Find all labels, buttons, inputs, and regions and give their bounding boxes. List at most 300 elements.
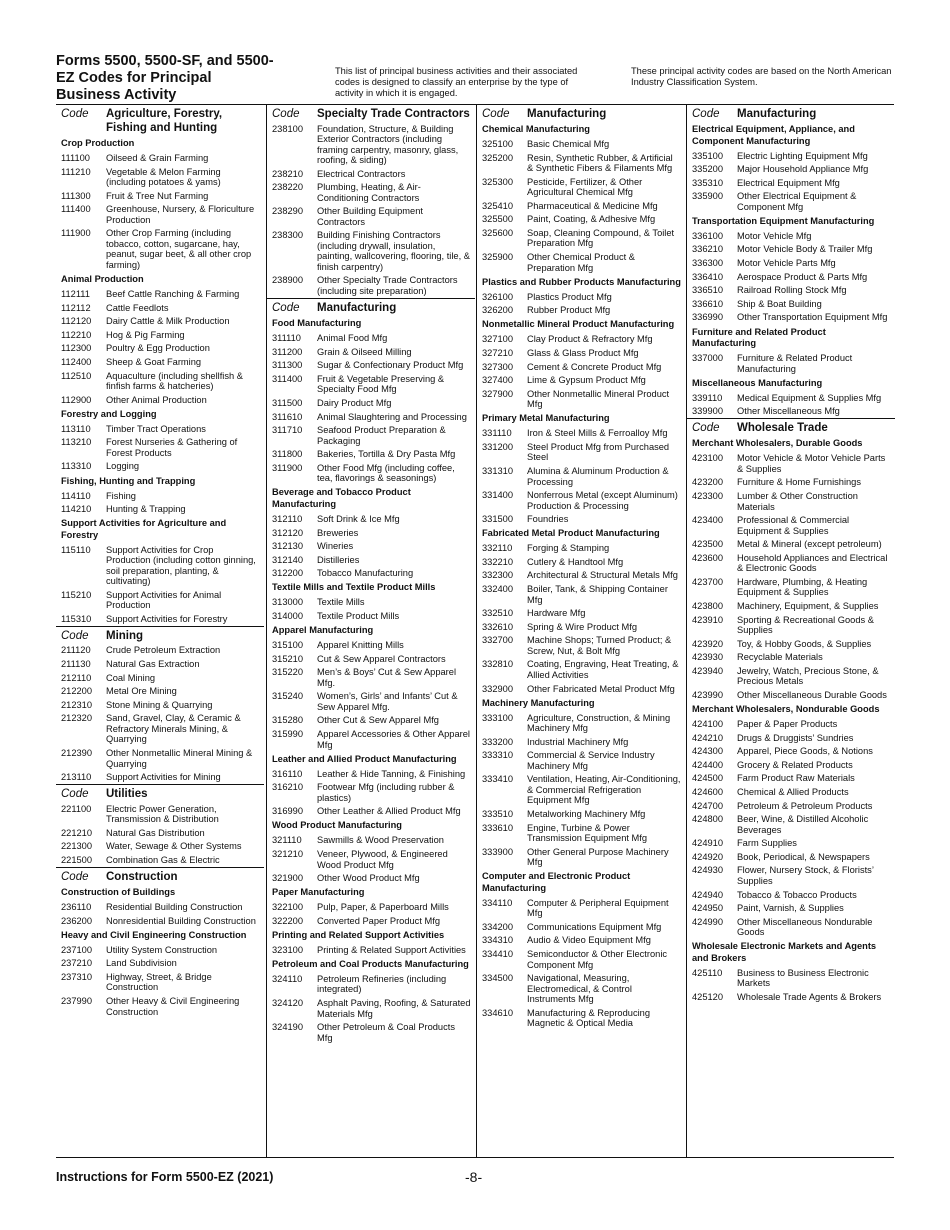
activity-code: 327300 bbox=[482, 361, 514, 372]
activity-description: Motor Vehicle & Motor Vehicle Parts & Supplies bbox=[737, 453, 886, 474]
code-row bbox=[477, 427, 685, 441]
activity-code: 213110 bbox=[61, 772, 92, 783]
activity-description: Other Fabricated Metal Product Mfg bbox=[527, 683, 675, 694]
activity-description: Ship & Boat Building bbox=[737, 298, 822, 309]
code-row bbox=[687, 270, 895, 284]
activity-code: 323100 bbox=[272, 944, 304, 955]
activity-description: Other Chemical Product & Preparation Mfg bbox=[527, 252, 635, 273]
code-row bbox=[477, 440, 685, 464]
subheading: Electrical Equipment, Appliance, and Component Manufacturing bbox=[692, 124, 855, 146]
code-row bbox=[56, 995, 264, 1019]
activity-description: Agriculture, Construction, & Mining Machinery Mfg bbox=[527, 712, 671, 734]
code-row bbox=[56, 747, 264, 771]
activity-code: 327400 bbox=[482, 375, 514, 386]
activity-description: Tobacco Manufacturing bbox=[317, 568, 414, 579]
subheading: Nonmetallic Mineral Product Manufacturing bbox=[482, 319, 675, 330]
activity-description: Apparel Accessories & Other Apparel Mfg bbox=[317, 729, 470, 750]
activity-description: Flower, Nursery Stock, & Florists’ Supplies bbox=[737, 865, 874, 886]
activity-code: 238220 bbox=[272, 182, 304, 193]
code-row bbox=[477, 374, 685, 388]
code-row bbox=[267, 122, 475, 167]
code-row bbox=[56, 489, 264, 503]
activity-code: 424920 bbox=[692, 851, 724, 862]
activity-description: Furniture & Home Furnishings bbox=[737, 477, 862, 488]
activity-code: 238900 bbox=[272, 275, 304, 286]
activity-code: 334310 bbox=[482, 935, 514, 946]
code-row bbox=[267, 767, 475, 781]
activity-description: Logging bbox=[106, 461, 140, 472]
activity-description: Other Electrical Equipment & Component Mfg bbox=[737, 191, 857, 212]
activity-description: Support Activities for Mining bbox=[106, 772, 221, 783]
activity-description: Combination Gas & Electric bbox=[106, 855, 220, 865]
activity-description: Electric Lighting Equipment Mfg bbox=[737, 150, 868, 161]
code-row bbox=[56, 698, 264, 712]
code-row bbox=[477, 735, 685, 749]
activity-description: Commercial & Service Industry Machinery Mfg bbox=[527, 750, 655, 771]
code-row bbox=[56, 165, 264, 189]
activity-code: 114210 bbox=[61, 504, 92, 515]
activity-description: Clay Product & Refractory Mfg bbox=[527, 334, 653, 345]
activity-description: Farm Supplies bbox=[737, 838, 797, 849]
activity-description: Other Nonmetallic Mineral Mining & Quarrying bbox=[106, 748, 253, 769]
activity-code: 237990 bbox=[61, 996, 93, 1007]
code-row bbox=[477, 569, 685, 583]
code-row bbox=[267, 372, 475, 396]
activity-code: 424600 bbox=[692, 787, 724, 797]
code-row bbox=[477, 555, 685, 569]
activity-description: Semiconductor & Other Electronic Component Mfg bbox=[527, 949, 668, 970]
subheading: Printing and Related Support Activities bbox=[272, 929, 445, 940]
section-title: Wholesale Trade bbox=[737, 422, 828, 435]
activity-code: 311500 bbox=[272, 397, 303, 408]
activity-code: 336510 bbox=[692, 285, 724, 296]
section bbox=[267, 299, 475, 1045]
subheading: Furniture and Related Product Manufacturing bbox=[692, 326, 826, 349]
section-header bbox=[267, 299, 475, 316]
activity-code: 331110 bbox=[482, 428, 512, 439]
activity-description: Other Cut & Sew Apparel Mfg bbox=[317, 715, 439, 726]
activity-description: Hunting & Trapping bbox=[106, 504, 186, 515]
activity-description: Support Activities for Crop Production (including cotton ginning, soil preparation, planting, & cultivating) bbox=[106, 544, 256, 587]
activity-description: Other Specialty Trade Contractors (including site preparation) bbox=[317, 275, 458, 296]
activity-code: 335310 bbox=[692, 177, 724, 188]
code-row bbox=[267, 424, 475, 448]
activity-code: 335900 bbox=[692, 191, 724, 202]
activity-code: 311110 bbox=[272, 333, 301, 344]
code-row bbox=[267, 997, 475, 1021]
activity-description: Other Leather & Allied Product Mfg bbox=[317, 806, 461, 817]
subheading: Transportation Equipment Manufacturing bbox=[692, 215, 875, 226]
code-row bbox=[267, 943, 475, 957]
code-row bbox=[267, 567, 475, 581]
code-row bbox=[687, 637, 895, 651]
activity-description: Other Building Equipment Contractors bbox=[317, 206, 423, 227]
activity-code: 424400 bbox=[692, 759, 724, 770]
activity-code: 424990 bbox=[692, 916, 724, 927]
code-row bbox=[687, 990, 895, 1004]
section bbox=[56, 105, 264, 627]
activity-code: 331200 bbox=[482, 441, 514, 452]
activity-description: Electrical Contractors bbox=[317, 168, 406, 179]
code-row bbox=[477, 1006, 685, 1030]
section bbox=[687, 419, 895, 1004]
code-row bbox=[477, 489, 685, 513]
activity-code: 424210 bbox=[692, 732, 724, 743]
activity-description: Stone Mining & Quarrying bbox=[106, 699, 213, 710]
activity-description: Recyclable Materials bbox=[737, 652, 823, 663]
activity-description: Manufacturing & Reproducing Magnetic & Optical Media bbox=[527, 1007, 650, 1029]
activity-code: 423910 bbox=[692, 614, 724, 625]
activity-description: Iron & Steel Mills & Ferroalloy Mfg bbox=[527, 428, 668, 439]
activity-code: 112400 bbox=[61, 356, 92, 367]
code-row bbox=[267, 848, 475, 872]
activity-description: Other Miscellaneous Mfg bbox=[737, 406, 840, 417]
activity-code: 316210 bbox=[272, 782, 304, 793]
activity-code: 237100 bbox=[61, 944, 93, 955]
activity-description: Residential Building Construction bbox=[106, 902, 243, 913]
activity-code: 113210 bbox=[61, 437, 92, 448]
activity-code: 333610 bbox=[482, 822, 514, 833]
activity-description: Other Miscellaneous Durable Goods bbox=[737, 689, 887, 700]
activity-description: Printing & Related Support Activities bbox=[317, 944, 466, 955]
codes-table bbox=[56, 104, 894, 1158]
code-row bbox=[267, 596, 475, 610]
activity-code: 325100 bbox=[482, 139, 514, 149]
code-row bbox=[687, 311, 895, 325]
activity-code: 339900 bbox=[692, 406, 724, 417]
code-row bbox=[56, 644, 264, 658]
activity-code: 315240 bbox=[272, 691, 304, 702]
code-row bbox=[267, 805, 475, 819]
activity-code: 113310 bbox=[61, 461, 92, 472]
activity-code: 336100 bbox=[692, 230, 724, 241]
activity-description: Other Nonmetallic Mineral Product Mfg bbox=[527, 388, 670, 410]
activity-description: Greenhouse, Nursery, & Floriculture Production bbox=[106, 204, 255, 225]
subheading: Food Manufacturing bbox=[272, 318, 362, 329]
code-row bbox=[477, 634, 685, 658]
activity-description: Foundation, Structure, & Building Exterior Contractors (including framing carpentry, masonry, glass, roofing, & siding) bbox=[317, 123, 459, 165]
activity-code: 321210 bbox=[272, 849, 304, 859]
code-row bbox=[477, 360, 685, 374]
code-row bbox=[477, 821, 685, 845]
activity-description: Other Miscellaneous Nondurable Goods bbox=[737, 916, 873, 938]
activity-code: 332900 bbox=[482, 683, 514, 694]
activity-code: 111400 bbox=[61, 204, 91, 215]
activity-code: 115110 bbox=[61, 544, 91, 555]
activity-code: 327210 bbox=[482, 347, 514, 358]
activity-code: 211130 bbox=[61, 659, 91, 670]
activity-code: 115210 bbox=[61, 589, 92, 600]
subheading: Computer and Electronic Product Manufacturing bbox=[482, 871, 631, 893]
code-row bbox=[687, 888, 895, 902]
activity-description: Basic Chemical Mfg bbox=[527, 139, 610, 149]
subheading: Wholesale Electronic Markets and Agents and Brokers bbox=[692, 941, 877, 963]
activity-code: 311200 bbox=[272, 346, 303, 357]
activity-description: Animal Slaughtering and Processing bbox=[317, 411, 467, 422]
activity-code: 424940 bbox=[692, 889, 724, 900]
activity-description: Steel Product Mfg from Purchased Steel bbox=[527, 441, 670, 463]
activity-description: Seafood Product Preparation & Packaging bbox=[317, 425, 446, 446]
activity-code: 111300 bbox=[61, 190, 91, 201]
activity-description: Apparel, Piece Goods, & Notions bbox=[737, 746, 873, 757]
activity-code: 312140 bbox=[272, 554, 304, 565]
activity-description: Sawmills & Wood Preservation bbox=[317, 835, 444, 846]
subheading: Textile Mills and Textile Product Mills bbox=[272, 582, 436, 593]
activity-code: 335200 bbox=[692, 164, 724, 175]
activity-description: Farm Product Raw Materials bbox=[737, 773, 855, 784]
activity-code: 332300 bbox=[482, 570, 514, 581]
code-row bbox=[687, 758, 895, 772]
code-row bbox=[687, 405, 895, 419]
code-row bbox=[687, 391, 895, 405]
code-row bbox=[267, 345, 475, 359]
subheading: Fishing, Hunting and Trapping bbox=[61, 475, 196, 486]
code-column-label: Code bbox=[61, 871, 89, 884]
subheading: Merchant Wholesalers, Durable Goods bbox=[692, 438, 863, 449]
activity-code: 425120 bbox=[692, 991, 724, 1002]
code-row bbox=[477, 934, 685, 948]
activity-description: Professional & Commercial Equipment & Supplies bbox=[737, 515, 850, 536]
activity-code: 114110 bbox=[61, 490, 91, 501]
activity-description: Soft Drink & Ice Mfg bbox=[317, 513, 400, 524]
activity-description: Drugs & Druggists’ Sundries bbox=[737, 732, 854, 743]
code-row bbox=[687, 243, 895, 257]
activity-description: Soap, Cleaning Compound, & Toilet Preparation Mfg bbox=[527, 227, 675, 249]
activity-description: Fruit & Vegetable Preserving & Specialty Food Mfg bbox=[317, 373, 445, 395]
activity-code: 315220 bbox=[272, 667, 304, 678]
activity-description: Wineries bbox=[317, 541, 354, 552]
activity-description: Rubber Product Mfg bbox=[527, 305, 611, 316]
activity-description: Wholesale Trade Agents & Brokers bbox=[737, 991, 882, 1002]
code-column-label: Code bbox=[692, 422, 720, 435]
activity-code: 424950 bbox=[692, 903, 724, 914]
activity-description: Veneer, Plywood, & Engineered Wood Product Mfg bbox=[317, 849, 448, 870]
activity-code: 333100 bbox=[482, 712, 514, 723]
activity-code: 424100 bbox=[692, 719, 724, 730]
activity-code: 315100 bbox=[272, 640, 304, 651]
code-row bbox=[687, 915, 895, 939]
activity-code: 326100 bbox=[482, 291, 514, 302]
subheading: Construction of Buildings bbox=[61, 887, 176, 898]
code-row bbox=[477, 896, 685, 920]
code-row bbox=[267, 781, 475, 805]
activity-code: 311300 bbox=[272, 360, 303, 371]
activity-code: 221210 bbox=[61, 827, 93, 838]
activity-description: Petroleum & Petroleum Products bbox=[737, 800, 873, 811]
code-row bbox=[56, 436, 264, 460]
activity-code: 334110 bbox=[482, 897, 513, 908]
activity-code: 312200 bbox=[272, 568, 304, 579]
code-row bbox=[687, 799, 895, 813]
activity-code: 221100 bbox=[61, 803, 92, 814]
activity-description: Women’s, Girls’ and Infants’ Cut & Sew Apparel Mfg. bbox=[317, 691, 458, 712]
activity-code: 424300 bbox=[692, 746, 724, 757]
code-row bbox=[477, 682, 685, 696]
activity-description: Men’s & Boys’ Cut & Sew Apparel Mfg. bbox=[317, 667, 457, 688]
activity-code: 332400 bbox=[482, 584, 514, 595]
activity-code: 423600 bbox=[692, 552, 724, 563]
code-row bbox=[267, 512, 475, 526]
activity-code: 324110 bbox=[272, 973, 303, 984]
code-row bbox=[687, 297, 895, 311]
activity-description: Other Transportation Equipment Mfg bbox=[737, 312, 888, 323]
code-row bbox=[56, 315, 264, 329]
activity-code: 212320 bbox=[61, 713, 93, 724]
activity-description: Other Petroleum & Coal Products Mfg bbox=[317, 1022, 455, 1043]
activity-description: Other Crop Farming (including tobacco, cotton, sugarcane, hay, peanut, sugar beet, & all other crop farming) bbox=[106, 228, 252, 270]
section bbox=[687, 105, 895, 419]
code-row bbox=[56, 840, 264, 854]
activity-description: Utility System Construction bbox=[106, 944, 218, 955]
activity-code: 324120 bbox=[272, 998, 304, 1009]
activity-description: Vegetable & Melon Farming (including potatoes & yams) bbox=[106, 166, 221, 188]
subheading: Wood Product Manufacturing bbox=[272, 820, 402, 831]
activity-code: 313000 bbox=[272, 597, 304, 608]
activity-code: 425110 bbox=[692, 967, 723, 978]
activity-description: Audio & Video Equipment Mfg bbox=[527, 935, 651, 946]
activity-code: 321110 bbox=[272, 835, 302, 846]
activity-code: 237310 bbox=[61, 971, 93, 982]
code-row bbox=[267, 972, 475, 996]
code-row bbox=[687, 551, 895, 575]
section-title: Agriculture, Forestry, Fishing and Hunting bbox=[106, 108, 223, 134]
subheading: Crop Production bbox=[61, 138, 135, 148]
code-row bbox=[687, 745, 895, 759]
activity-code: 111900 bbox=[61, 228, 91, 239]
activity-description: Fruit & Tree Nut Farming bbox=[106, 190, 209, 201]
activity-description: Timber Tract Operations bbox=[106, 423, 206, 434]
activity-code: 112510 bbox=[61, 370, 92, 381]
activity-description: Alumina & Aluminum Production & Processing bbox=[527, 466, 669, 487]
activity-description: Nonferrous Metal (except Aluminum) Production & Processing bbox=[527, 490, 678, 511]
code-row bbox=[477, 175, 685, 199]
code-row bbox=[56, 503, 264, 517]
code-row bbox=[477, 465, 685, 489]
column-3 bbox=[476, 105, 685, 1157]
code-row bbox=[56, 301, 264, 315]
code-row bbox=[477, 333, 685, 347]
activity-description: Motor Vehicle Body & Trailer Mfg bbox=[737, 244, 873, 255]
activity-code: 311710 bbox=[272, 425, 303, 436]
activity-description: Communications Equipment Mfg bbox=[527, 921, 662, 932]
code-row bbox=[477, 711, 685, 735]
code-row bbox=[687, 176, 895, 190]
activity-description: Aerospace Product & Parts Mfg bbox=[737, 271, 868, 282]
activity-code: 333510 bbox=[482, 809, 514, 819]
code-row bbox=[687, 718, 895, 732]
code-row bbox=[687, 837, 895, 851]
activity-description: Major Household Appliance Mfg bbox=[737, 164, 869, 175]
code-row bbox=[687, 163, 895, 177]
code-row bbox=[477, 138, 685, 152]
activity-description: Forging & Stamping bbox=[527, 543, 610, 554]
activity-code: 337000 bbox=[692, 353, 724, 364]
activity-description: Forest Nurseries & Gathering of Forest Products bbox=[106, 437, 238, 458]
code-row bbox=[477, 290, 685, 304]
activity-code: 211120 bbox=[61, 645, 91, 656]
section-title: Construction bbox=[106, 871, 178, 884]
section-header bbox=[687, 105, 895, 122]
code-row bbox=[267, 914, 475, 928]
activity-description: Household Appliances and Electrical & Electronic Goods bbox=[737, 552, 888, 574]
activity-code: 424800 bbox=[692, 814, 724, 825]
activity-code: 423200 bbox=[692, 477, 724, 488]
activity-description: Cutlery & Handtool Mfg bbox=[527, 556, 624, 567]
subheading: Fabricated Metal Product Manufacturing bbox=[482, 528, 660, 539]
activity-code: 238290 bbox=[272, 206, 304, 217]
activity-description: Nonresidential Building Construction bbox=[106, 915, 256, 926]
code-row bbox=[687, 352, 895, 376]
activity-description: Electrical Equipment Mfg bbox=[737, 177, 840, 188]
activity-description: Hardware, Plumbing, & Heating Equipment & Supplies bbox=[737, 576, 868, 598]
subheading: Animal Production bbox=[61, 273, 144, 284]
activity-code: 238210 bbox=[272, 168, 304, 179]
activity-description: Hardware Mfg bbox=[527, 608, 586, 619]
activity-code: 423930 bbox=[692, 652, 724, 663]
page-title: Forms 5500, 5500-SF, and 5500-EZ Codes for Principal Business Activity bbox=[56, 53, 274, 103]
activity-code: 311400 bbox=[272, 373, 303, 384]
code-row bbox=[477, 948, 685, 972]
activity-description: Paint, Coating, & Adhesive Mfg bbox=[527, 214, 656, 225]
code-row bbox=[56, 658, 264, 672]
code-row bbox=[267, 609, 475, 623]
activity-code: 325200 bbox=[482, 152, 514, 163]
code-row bbox=[56, 943, 264, 957]
code-row bbox=[267, 728, 475, 752]
activity-description: Cattle Feedlots bbox=[106, 302, 169, 313]
activity-description: Coating, Engraving, Heat Treating, & Allied Activities bbox=[527, 659, 679, 680]
activity-code: 236110 bbox=[61, 902, 92, 913]
code-row bbox=[56, 543, 264, 588]
code-row bbox=[267, 639, 475, 653]
activity-description: Glass & Glass Product Mfg bbox=[527, 347, 639, 358]
activity-code: 325900 bbox=[482, 252, 514, 263]
code-row bbox=[56, 771, 264, 785]
activity-code: 334500 bbox=[482, 973, 514, 984]
code-column-label: Code bbox=[482, 108, 510, 120]
code-row bbox=[687, 599, 895, 613]
code-row bbox=[56, 612, 264, 626]
activity-description: Beer, Wine, & Distilled Alcoholic Beverages bbox=[737, 814, 869, 835]
activity-code: 332810 bbox=[482, 659, 514, 670]
activity-description: Land Subdivision bbox=[106, 958, 177, 969]
activity-description: Ventilation, Heating, Air-Conditioning, & Commercial Refrigeration Equipment Mfg bbox=[527, 774, 681, 806]
activity-description: Sheep & Goat Farming bbox=[106, 356, 202, 367]
section-header bbox=[56, 785, 264, 802]
code-row bbox=[267, 553, 475, 567]
activity-code: 423990 bbox=[692, 689, 724, 700]
code-row bbox=[56, 369, 264, 393]
activity-code: 322200 bbox=[272, 915, 304, 926]
code-row bbox=[477, 513, 685, 527]
activity-description: Highway, Street, & Bridge Construction bbox=[106, 971, 212, 993]
code-row bbox=[477, 251, 685, 275]
subheading: Petroleum and Coal Products Manufacturing bbox=[272, 958, 469, 969]
activity-description: Other General Purpose Machinery Mfg bbox=[527, 846, 669, 868]
code-row bbox=[267, 872, 475, 886]
activity-code: 238100 bbox=[272, 123, 304, 134]
code-row bbox=[687, 966, 895, 990]
code-row bbox=[687, 190, 895, 214]
activity-description: Motor Vehicle Parts Mfg bbox=[737, 258, 836, 269]
activity-code: 111210 bbox=[61, 166, 91, 177]
code-column-label: Code bbox=[692, 108, 720, 120]
code-row bbox=[687, 575, 895, 599]
page-number: -8- bbox=[465, 1169, 483, 1185]
activity-code: 212390 bbox=[61, 748, 93, 759]
section-header bbox=[56, 627, 264, 644]
activity-description: Bakeries, Tortilla & Dry Pasta Mfg bbox=[317, 449, 456, 460]
